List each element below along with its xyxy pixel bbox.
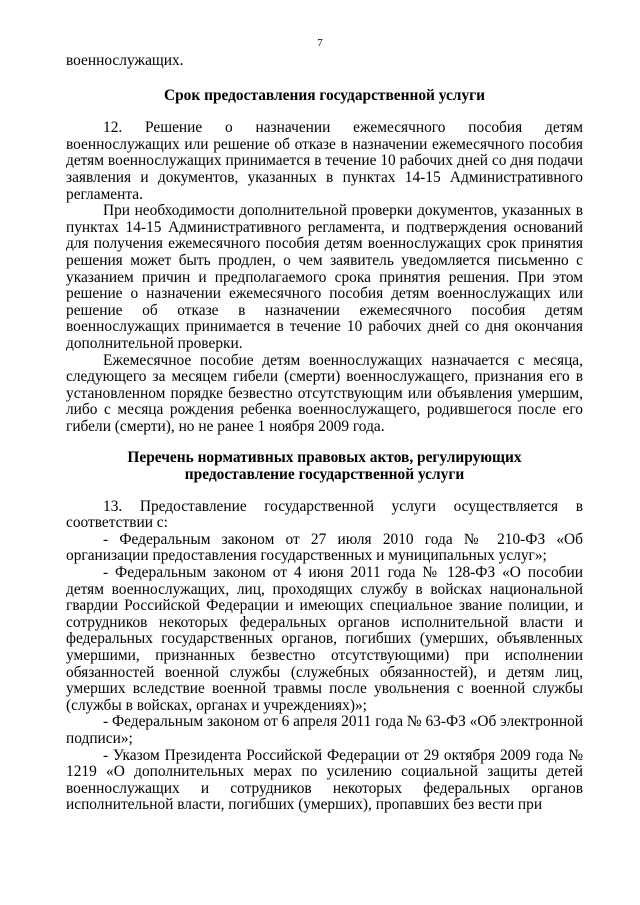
- paragraph-12-assignment: Ежемесячное пособие детям военнослужащих назначается с месяца, следующего за месяцем гибели (смерти) военнослужащего, признания его в установленном порядке безвестно отсутствующим или объявления умершим, либо с месяца рождения ребенка военнослужащего, родившегося после его гибели (смерти), но не ранее 1 ноября 2009 года.: [66, 351, 583, 435]
- paragraph-12: 12. Решение о назначении ежемесячного пособия детям военнослужащих или решение об отказе в назначении ежемесячного пособия детям военнослужащих принимается в течение 10 рабочих дней со дня подачи заявления и документов, указанных в пунктах 14-15 Административного регламента.: [66, 119, 583, 203]
- law-item-63-fz: - Федеральным законом от 6 апреля 2011 года № 63-ФЗ «Об электронной подписи»;: [66, 713, 583, 747]
- section-heading-legal-acts-line1: Перечень нормативных правовых актов, регулирующих: [127, 449, 522, 467]
- section-heading-legal-acts: [66, 450, 583, 483]
- document-body: [66, 53, 583, 814]
- paragraph-12-extension: При необходимости дополнительной проверки документов, указанных в пунктах 14-15 Административного регламента, и подтверждения оснований для получения ежемесячного пособия детям военнослужащих срок принятия решения может быть продлен, о чем заявитель уведомляется письменно с указанием причин и предполагаемого срока принятия решения. При этом решение о назначении ежемесячного пособия детям военнослужащих или решение об отказе в назначении ежемесячного пособия детям военнослужащих принимается в течение 10 рабочих дней со дня окончания дополнительной проверки.: [66, 202, 583, 352]
- paragraph-13: 13. Предоставление государственной услуги осуществляется в соответствии с:: [66, 497, 583, 532]
- continuation-text: военнослужащих.: [66, 52, 184, 69]
- law-item-128-fz: - Федеральным законом от 4 июня 2011 года № 128-ФЗ «О пособии детям военнослужащих, лиц, проходящих службу в войсках национальной гвардии Российской Федерации и имеющих специальное звание полиции, и сотрудников некоторых федеральных органов исполнительной власти и федеральных государственных органов, погибших (умерших, объявленных умершими, признанных безвестно отсутствующими) при исполнении обязанностей военной службы (служебных обязанностей), и детям лиц, умерших вследствие военной травмы после увольнения с военной службы (службы в войсках, органах и учреждениях)»;: [66, 564, 583, 714]
- law-item-210-fz: - Федеральным законом от 27 июля 2010 года № 210-ФЗ «Об организации предоставления государственных и муниципальных услуг»;: [66, 530, 583, 565]
- page-number: 7: [317, 37, 323, 49]
- section-heading-legal-acts-line2: предоставление государственной услуги: [184, 466, 465, 484]
- law-item-decree-1219: - Указом Президента Российской Федерации от 29 октября 2009 года № 1219 «О дополнительных мерах по усилению социальной защиты детей военнослужащих и сотрудников некоторых федеральных органов исполнительной власти, погибших (умерших), пропавших без вести при: [66, 746, 583, 814]
- section-heading-service-term: Срок предоставления государственной услуги: [164, 86, 485, 104]
